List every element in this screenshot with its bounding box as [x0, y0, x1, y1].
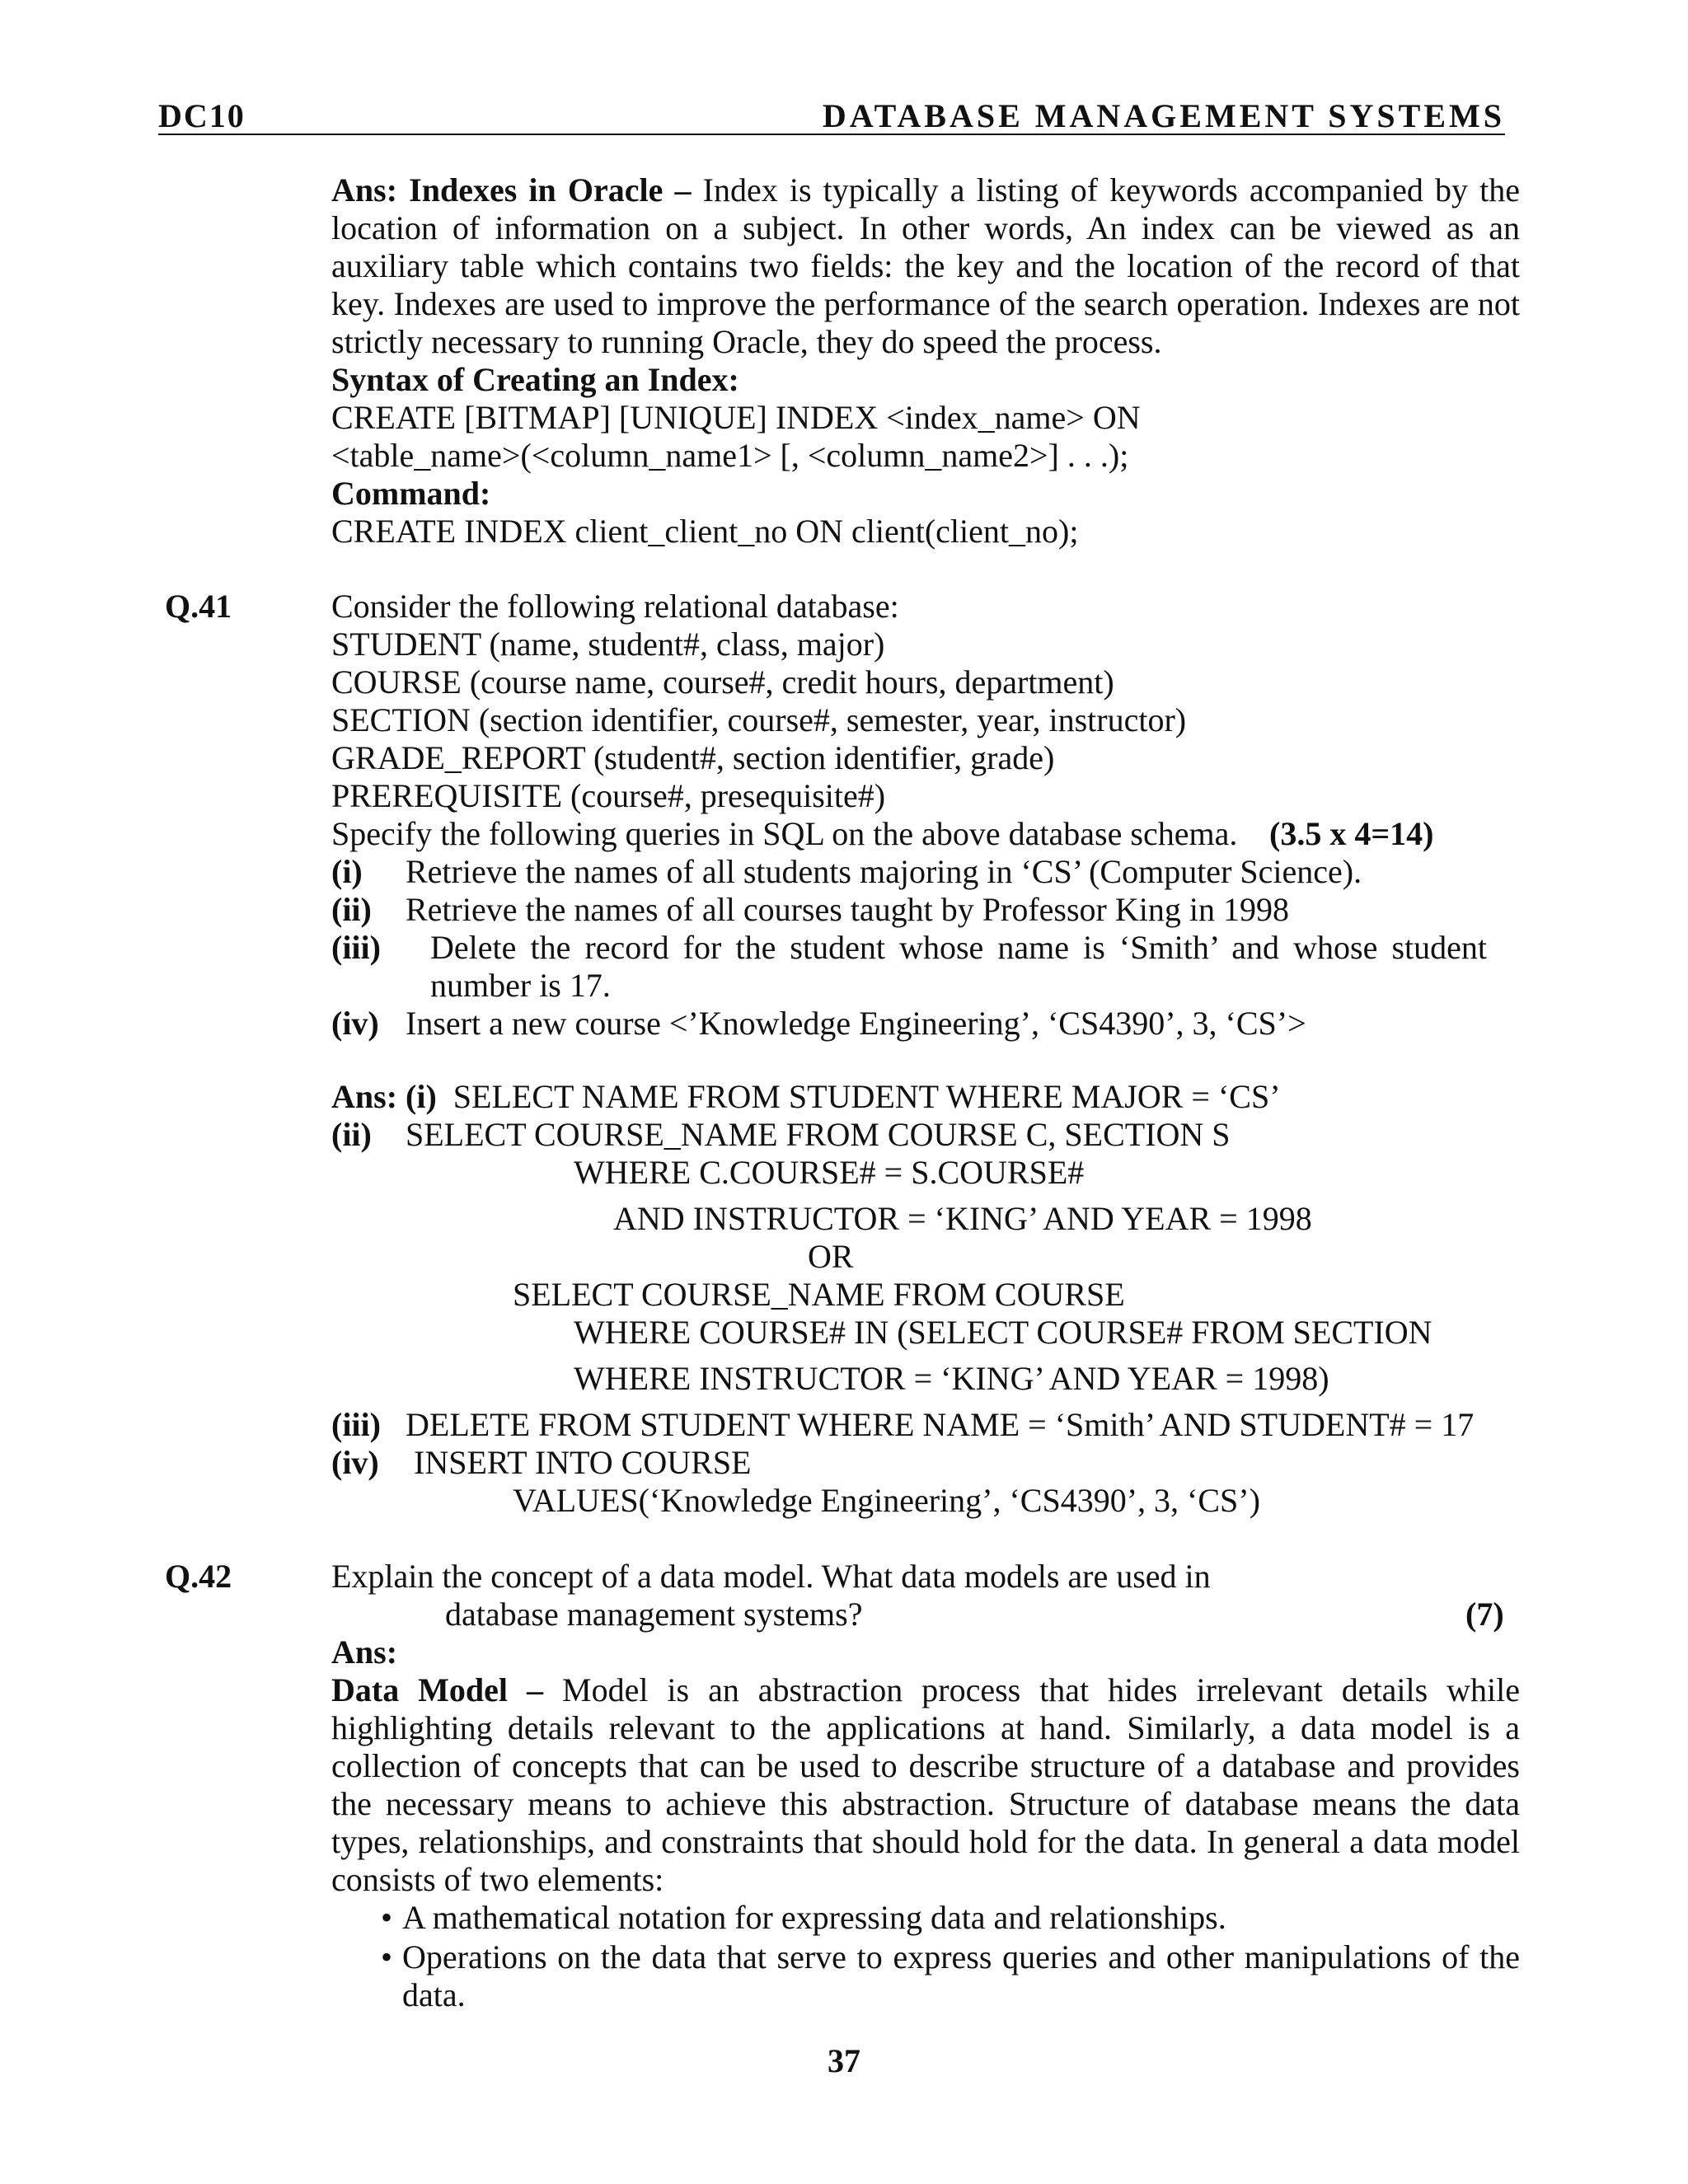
- q41-part-ii-text: Retrieve the names of all courses taught by Professor King in 1998: [406, 891, 1289, 928]
- q42-ans-label: Ans:: [331, 1633, 398, 1671]
- q41-intro: Consider the following relational database:: [331, 588, 899, 625]
- ans41-i-label: (i): [406, 1078, 437, 1115]
- ans40-text: Index is typically a listing of keywords accompanied by the location of information on a subject. In other words, An index can be viewed as an auxiliary table which contains two fields: the key and the location of the record of that key. Indexes are used to improve the performance of the search operation. Indexes are not strictly necessary to running Oracle, they do speed the process.: [331, 171, 1521, 360]
- ans41-iv-label: (iv): [331, 1444, 379, 1481]
- ans41-iv-line-1: INSERT INTO COURSE: [414, 1444, 752, 1481]
- q42-data-model-paragraph: [331, 1671, 1520, 1899]
- ans41-iii-sql: DELETE FROM STUDENT WHERE NAME = ‘Smith’ AND STUDENT# = 17: [406, 1406, 1475, 1443]
- ans41-ii-line-1: SELECT COURSE_NAME FROM COURSE C, SECTION S: [406, 1116, 1231, 1153]
- q42-question-line-1: Explain the concept of a data model. What data models are used in: [331, 1558, 1211, 1595]
- command-line: CREATE INDEX client_client_no ON client(client_no);: [331, 513, 1079, 550]
- q41-number: Q.41: [165, 588, 232, 625]
- syntax-line-1: CREATE [BITMAP] [UNIQUE] INDEX <index_name> ON: [331, 399, 1141, 436]
- ans41-line-i: [331, 1078, 1281, 1116]
- q41-part-iii-text: [430, 929, 1487, 967]
- q42-dm-text: Model is an abstraction process that hides irrelevant details while highlighting details relevant to the applications at hand. Similarly, a data model is a collection of concepts that can be used to describe structure of a database and provides the necessary means to achieve this abstraction. Structure of database means the data types, relationships, and constraints that should hold for the data. In general a data model consists of two elements:: [331, 1671, 1521, 1898]
- ans41-ii-line-4: SELECT COURSE_NAME FROM COURSE: [513, 1276, 1125, 1313]
- header-title: DATABASE MANAGEMENT SYSTEMS: [822, 97, 1505, 134]
- bullet-1-symbol: •: [381, 1899, 393, 1936]
- bullet-2-symbol: •: [381, 1938, 393, 1975]
- syntax-heading: Syntax of Creating an Index:: [331, 361, 739, 398]
- schema-grade-report: GRADE_REPORT (student#, section identifier, grade): [331, 739, 1055, 776]
- schema-prerequisite: PREREQUISITE (course#, presequisite#): [331, 777, 886, 814]
- header-course-code: DC10: [158, 97, 246, 134]
- q41-part-iii-label: (iii): [331, 929, 381, 966]
- q41-part-iv-text: Insert a new course <’Knowledge Engineering’, ‘CS4390’, 3, ‘CS’>: [406, 1005, 1306, 1042]
- q42-question-line-2: database management systems?: [445, 1596, 863, 1633]
- bullet-2-text: Operations on the data that serve to express queries and other manipulations of the data.: [402, 1938, 1520, 2013]
- q41-marks: (3.5 x 4=14): [1269, 815, 1434, 852]
- ans40-paragraph: [331, 171, 1520, 361]
- ans41-ii-or: OR: [808, 1238, 854, 1275]
- schema-student: STUDENT (name, student#, class, major): [331, 626, 885, 663]
- q41-part-i-text: Retrieve the names of all students majoring in ‘CS’ (Computer Science).: [406, 853, 1362, 890]
- q42-number: Q.42: [165, 1558, 232, 1595]
- q41-part-iii-line-1: Delete the record for the student whose name is ‘Smith’ and whose student: [430, 929, 1487, 966]
- q42-dm-lead: Data Model –: [331, 1671, 544, 1708]
- command-heading: Command:: [331, 475, 491, 512]
- q42-marks: (7): [1465, 1596, 1504, 1633]
- schema-section: SECTION (section identifier, course#, semester, year, instructor): [331, 701, 1187, 738]
- ans41-ii-line-5: WHERE COURSE# IN (SELECT COURSE# FROM SECTION: [574, 1314, 1432, 1351]
- ans41-ii-line-6: WHERE INSTRUCTOR = ‘KING’ AND YEAR = 1998): [574, 1360, 1329, 1397]
- q41-part-i-label: (i): [331, 853, 363, 890]
- page-number: 37: [828, 2042, 860, 2079]
- ans41-ii-label: (ii): [331, 1116, 372, 1153]
- ans41-ii-line-3: AND INSTRUCTOR = ‘KING’ AND YEAR = 1998: [613, 1200, 1312, 1237]
- ans41-i-sql: SELECT NAME FROM STUDENT WHERE MAJOR = ‘CS’: [452, 1078, 1281, 1115]
- syntax-line-2: <table_name>(<column_name1> [, <column_name2>] . . .);: [331, 437, 1129, 474]
- ans41-iii-label: (iii): [331, 1406, 381, 1443]
- schema-course: COURSE (course name, course#, credit hours, department): [331, 663, 1114, 701]
- q41-part-iv-label: (iv): [331, 1005, 379, 1042]
- q41-part-iii-line-2: number is 17.: [430, 967, 611, 1004]
- ans41-label: Ans:: [331, 1078, 398, 1115]
- header-rule: [158, 134, 1505, 135]
- ans41-iv-line-2: VALUES(‘Knowledge Engineering’, ‘CS4390’, 3, ‘CS’): [513, 1482, 1260, 1519]
- ans41-ii-line-2: WHERE C.COURSE# = S.COURSE#: [574, 1154, 1085, 1191]
- ans40-lead: Ans: Indexes in Oracle –: [331, 171, 692, 209]
- bullet-1-text: A mathematical notation for expressing data and relationships.: [402, 1899, 1226, 1936]
- q41-specify: Specify the following queries in SQL on the above database schema.: [331, 815, 1238, 852]
- q41-part-ii-label: (ii): [331, 891, 372, 928]
